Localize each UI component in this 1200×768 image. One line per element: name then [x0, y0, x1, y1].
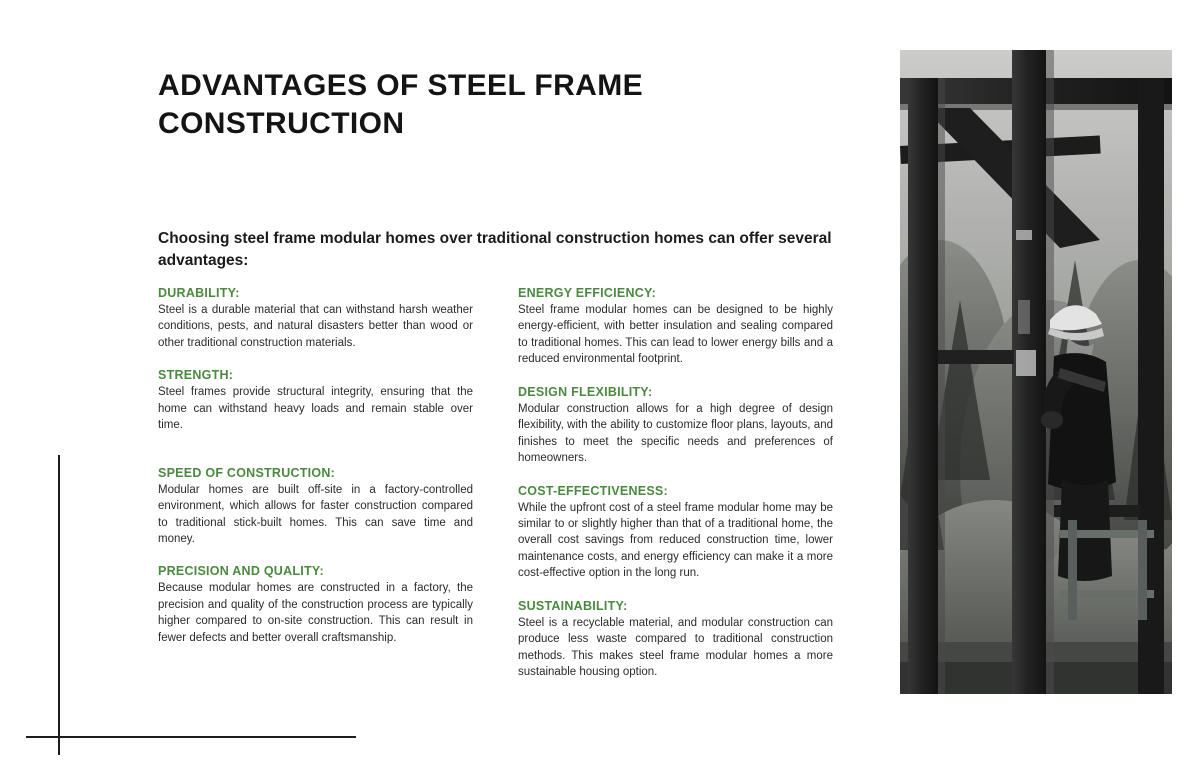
column-left	[158, 286, 473, 680]
section-design-flexibility	[518, 385, 833, 467]
section-body: Because modular homes are constructed in a factory, the precision and quality of the construction process are typically higher compared to on-site construction. This can result in fewer defects and better overall craftsmanship.	[158, 582, 473, 644]
section-body: Steel frame modular homes can be designed to be highly energy-efficient, with better insulation and sealing compared to traditional homes. This can lead to lower energy bills and a reduced environmental footprint.	[518, 304, 833, 366]
section-heading: COST-EFFECTIVENESS:	[518, 483, 668, 498]
section-body: Steel frames provide structural integrity, ensuring that the home can withstand heavy loads and remain stable over time.	[158, 386, 473, 432]
section-heading: SUSTAINABILITY:	[518, 598, 628, 613]
section-speed-of-construction	[158, 466, 473, 548]
section-durability	[158, 286, 473, 351]
section-heading: DESIGN FLEXIBILITY:	[518, 384, 653, 399]
section-body: Steel is a recyclable material, and modular construction can produce less waste compared to traditional construction methods. This makes steel frame modular homes a more sustainable housing option.	[518, 616, 833, 678]
section-sustainability	[518, 599, 833, 681]
section-precision-and-quality	[158, 564, 473, 646]
column-right	[518, 286, 833, 680]
decorative-horizontal-rule	[26, 736, 356, 738]
section-strength	[158, 368, 473, 433]
section-energy-efficiency	[518, 286, 833, 368]
section-heading: PRECISION AND QUALITY:	[158, 564, 324, 579]
section-body: Steel is a durable material that can withstand harsh weather conditions, pests, and natural disasters better than wood or other traditional construction materials.	[158, 304, 473, 349]
decorative-vertical-rule	[58, 455, 60, 755]
construction-photo	[900, 50, 1172, 694]
section-heading: STRENGTH:	[158, 368, 234, 383]
section-body: Modular homes are built off-site in a factory-controlled environment, which allows for faster construction compared to traditional stick-built homes. This can save time and money.	[158, 483, 473, 545]
intro-paragraph: Choosing steel frame modular homes over traditional construction homes can offer several advantages:	[158, 229, 832, 269]
section-heading: ENERGY EFFICIENCY:	[518, 286, 657, 300]
content-columns	[158, 286, 878, 680]
section-cost-effectiveness	[518, 484, 833, 582]
section-body: Modular construction allows for a high degree of design flexibility, with the ability to customize floor plans, layouts, and finishes to meet the specific needs and preferences of homeowners.	[518, 402, 833, 465]
section-heading: SPEED OF CONSTRUCTION:	[158, 465, 336, 480]
section-body: While the upfront cost of a steel frame modular home may be similar to or slightly higher than that of a traditional home, the overall cost savings from reduced construction time, lower maintenance costs, and energy efficiency can make it a more cost-effective option in the long run.	[518, 501, 833, 580]
page-title: ADVANTAGES OF STEEL FRAME CONSTRUCTION	[158, 69, 644, 141]
section-heading: DURABILITY:	[158, 286, 240, 300]
